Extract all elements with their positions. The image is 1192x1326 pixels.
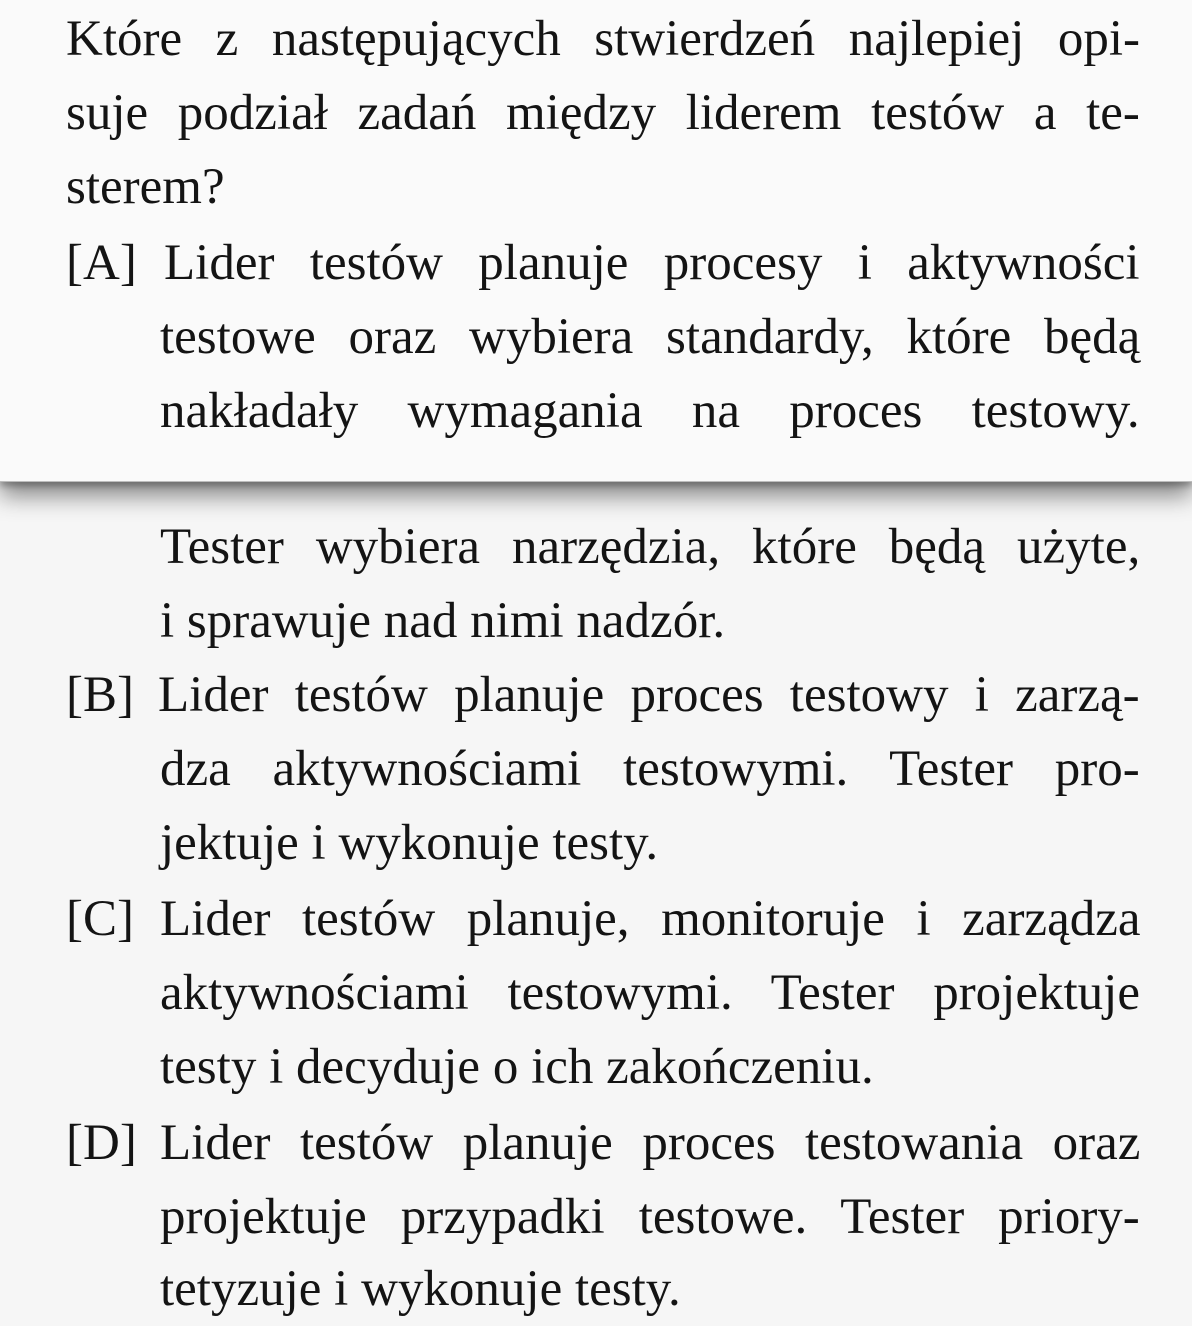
option-c-line-2: aktywnościami testowymi. Tester projektuje [160, 965, 1140, 1021]
option-b-line-1: Lider testów planuje proces testowy i zarzą- [158, 667, 1140, 723]
option-a-line-4: Tester wybiera narzędzia, które będą użyte, [160, 519, 1141, 575]
option-d-line-3: tetyzuje i wykonuje testy. [160, 1261, 681, 1317]
option-d-line-1: Lider testów planuje proces testowania oraz [160, 1115, 1141, 1171]
page-bottom [0, 482, 1192, 1326]
option-b-line-2: dza aktywnościami testowymi. Tester pro- [160, 741, 1140, 797]
question-line-2: suje podział zadań między liderem testów a te- [66, 85, 1140, 141]
option-a-line-3: nakładały wymagania na proces testowy. [160, 383, 1140, 439]
option-c-label: [C] [66, 891, 134, 947]
option-b-label: [B] [66, 667, 134, 723]
option-b-line-3: jektuje i wykonuje testy. [160, 815, 659, 871]
option-d-line-2: projektuje przypadki testowe. Tester priory- [160, 1189, 1140, 1245]
page-top [0, 0, 1192, 482]
option-a-line-5: i sprawuje nad nimi nadzór. [160, 593, 726, 649]
option-a-line-1: Lider testów planuje procesy i aktywności [164, 235, 1140, 291]
option-c-line-1: Lider testów planuje, monitoruje i zarządza [160, 891, 1141, 947]
option-a-line-2: testowe oraz wybiera standardy, które będą [160, 309, 1141, 365]
question-line-1: Które z następujących stwierdzeń najlepiej opi- [66, 11, 1141, 67]
option-d-label: [D] [66, 1115, 137, 1171]
option-a-label: [A] [66, 235, 137, 291]
question-line-3: sterem? [66, 159, 225, 215]
option-c-line-3: testy i decyduje o ich zakończeniu. [160, 1039, 874, 1095]
